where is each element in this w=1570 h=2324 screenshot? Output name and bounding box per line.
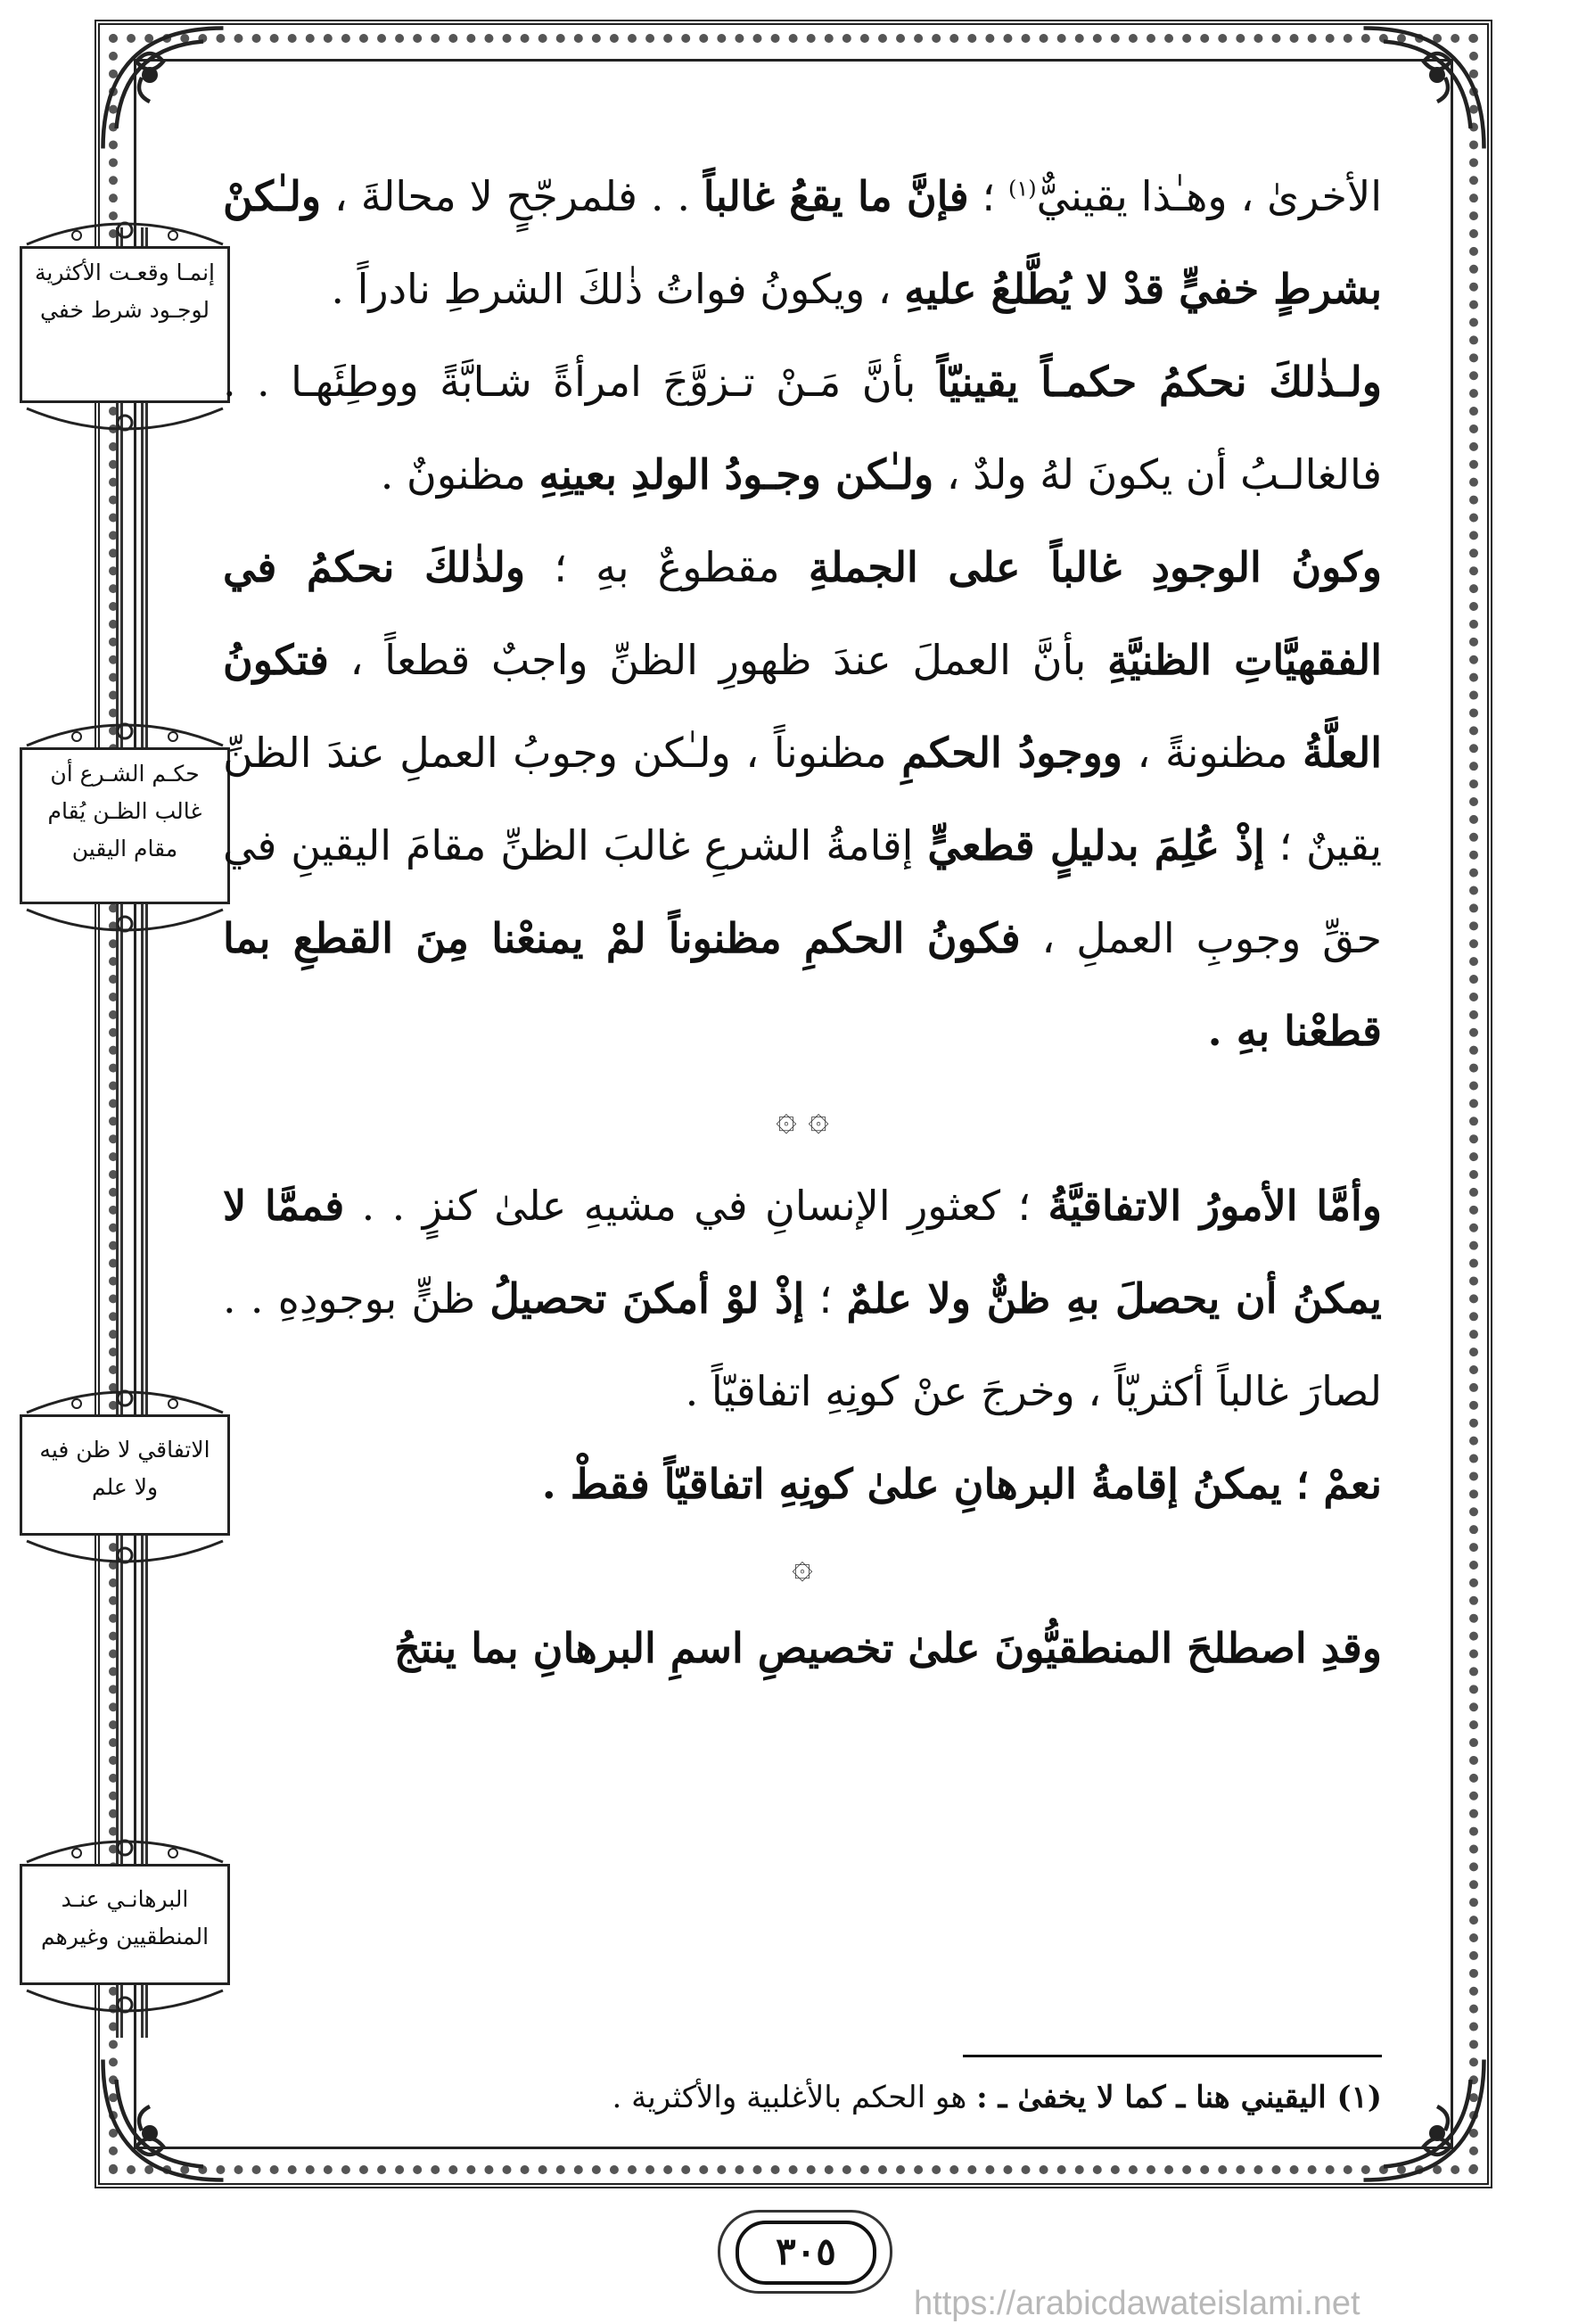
p2-bold-1: ولـذٰلكَ نحكمُ حكمـاً يقينيّاً [936,358,1382,406]
side-note-2-ornament-top [23,713,226,749]
side-note-4-text: البرهانـي عنـد المنطقيين وغيرهم [40,1886,210,1949]
p3-text-5: إقامةُ الشرعِ غالبَ الظنِّ مقامَ اليقينِ في حقِّ وجوبِ العملِ ، [223,821,1382,962]
p4-text-2: ؛ [804,1274,847,1323]
footnote-number: (١) [1336,2080,1382,2115]
side-note-3-ornament-bottom [23,1537,226,1573]
footnote-lead: اليقيني هنا ـ كما لا يخفىٰ ـ : [976,2080,1337,2115]
p6-bold-1: وقدِ اصطلحَ المنطقيُّونَ علىٰ تخصيصِ اسمِ البرهانِ بما ينتجُ [393,1624,1382,1672]
p3-text-3: مظنونةً ، [1122,729,1303,777]
side-note-3-ornament-top [23,1380,226,1416]
side-note-2-ornament-bottom [23,906,226,942]
side-rail-right [141,227,148,2038]
p3-bold-6: فكونُ الحكمِ مظنوناً لمْ يمنعْنا مِنَ القطعِ بما قطعْنا بهِ . [223,914,1382,1055]
side-note-3 [20,1414,230,1536]
p3-text-4: مظنوناً ، ولـٰكن وجوبُ العملِ عندَ الظنِّ يقينٌ ؛ [223,729,1382,869]
footnote-text: هو الحكم بالأغلبية والأكثرية . [612,2080,977,2115]
p2-bold-2: ولـٰكن وجـودُ الولدِ بعينِهِ [538,450,934,499]
p5-bold-1: نعمْ ؛ يمكنُ إقامةُ البرهانِ [939,1460,1382,1508]
p3-text-1: مقطوعٌ بهِ ؛ [525,543,809,591]
side-note-4 [20,1864,230,1985]
paragraph-3 [223,521,1382,1077]
p1-text-1: الأخرىٰ ، وهـٰذا يقينيٌّ [1036,172,1382,220]
p4-text-1: ؛ كعثورِ الإنسانِ في مشيهِ علىٰ كنزٍ . . [344,1182,1048,1230]
p4-bold-2: فممَّا لا يمكنُ أن يحصلَ بهِ ظنٌّ ولا علمٌ [223,1182,1382,1323]
corner-ornament-bottom-left [96,2053,230,2187]
p3-bold-3: فتكونُ العلَّةُ [223,636,1382,777]
watermark-url[interactable]: https://arabicdawateislami.net [914,2285,1360,2322]
paragraph-4 [223,1159,1382,1438]
p1-text-4: ، ويكونُ فواتُ ذٰلكَ الشرطِ نادراً . [331,265,905,313]
p3-text-2: بأنَّ العملَ عندَ ظهورِ الظنِّ واجبٌ قطعاً ، [328,636,1108,684]
p4-text-3: ظنٍّ بوجودِهِ . . لصارَ غالباً أكثريّاً ، وخرجَ عنْ كونِهِ اتفاقيّاً . [223,1274,1382,1415]
side-note-1 [20,246,230,403]
p2-text-2: مظنونٌ . [380,450,539,499]
p2-text-1: بأنَّ مَـنْ تـزوَّجَ امرأةً شـابَّةً ووطِئَهـا . . فالغالـبُ أن يكونَ لهُ ولدٌ ، [223,358,1382,499]
paragraph-5 [223,1438,1382,1530]
page-number: ٣٠٥ [736,2221,876,2285]
side-note-1-ornament-bottom [23,405,226,441]
p1-bold-2: ولـٰكنْ بشرطٍ خفيٍّ قدْ لا يُطَّلعُ عليهِ [223,172,1382,313]
section-separator-double: ۞ ۞ [776,1098,829,1139]
p3-bold-2: ولذٰلكَ نحكمُ في الفقهيَّاتِ الظنيَّةِ [223,543,1382,684]
footnote-rule [963,2055,1382,2057]
side-note-2 [20,747,230,904]
p3-bold-4: ووجودُ الحكمِ [901,729,1122,777]
side-note-1-text: إنمـا وقعـت الأكثرية لوجـود شرط خفي [35,260,215,323]
section-separator-single: ۞ [792,1545,813,1586]
side-note-4-ornament-top [23,1830,226,1866]
p4-bold-1: وأمَّا الأمورُ الاتفاقيَّةُ [1048,1182,1382,1230]
p1-text-3: . . فلمرجّحٍ لا محالةَ ، [321,172,703,220]
paragraph-6 [223,1602,1382,1694]
corner-ornament-top-left [96,21,230,155]
corner-ornament-top-right [1357,21,1491,155]
side-note-4-ornament-bottom [23,1987,226,2023]
side-note-3-text: الاتفاقي لا ظن فيه ولا علم [39,1437,210,1500]
side-note-1-ornament-top [23,212,226,248]
footnote-reference[interactable]: (١) [1008,176,1037,202]
main-text [223,150,1382,1694]
paragraph-1 [223,150,1382,335]
footnote [223,2071,1382,2124]
p4-bold-3: إذْ لوْ أمكنَ تحصيلُ [489,1274,805,1323]
side-note-2-text: حكـم الشـرع أن غالب الظـن يُقام مقام اليقين [47,761,202,861]
p1-text-2: ؛ [968,172,1009,220]
p3-bold-1: وكونُ الوجودِ غالباً على الجملةِ [808,543,1382,591]
paragraph-2 [223,335,1382,521]
p3-bold-5: إذْ عُلِمَ بدليلٍ قطعيٍّ [927,821,1265,869]
p5-bold-2: علىٰ كونِهِ اتفاقيّاً فقطْ . [541,1460,940,1508]
side-rail-left [116,227,123,2038]
p1-bold-1: فإنَّ ما يقعُ غالباً [703,172,969,220]
